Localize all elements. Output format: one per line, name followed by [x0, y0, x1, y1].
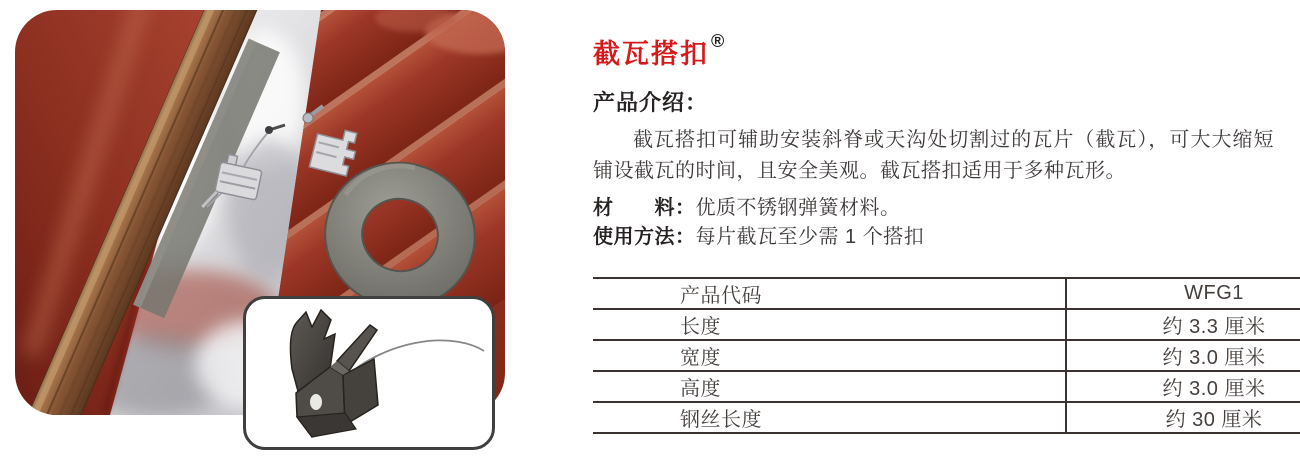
table-row	[593, 340, 1300, 371]
usage-value: 每片截瓦至少需 1 个搭扣	[695, 226, 925, 248]
spec-value-cell: 约 30 厘米	[1066, 402, 1300, 433]
spec-label-cell: 宽度	[593, 340, 1066, 371]
table-row	[593, 402, 1300, 433]
spec-value-cell: 约 3.0 厘米	[1066, 340, 1300, 371]
spec-label-cell: 高度	[593, 371, 1066, 402]
product-name: 截瓦搭扣	[593, 39, 709, 70]
spec-value-cell: WFG1	[1066, 278, 1300, 309]
spring-clip-shape	[290, 310, 378, 437]
table-row	[593, 278, 1300, 309]
spec-label-cell: 产品代码	[593, 278, 1066, 309]
table-row	[593, 371, 1300, 402]
registered-trademark: ®	[711, 31, 725, 52]
material-label: 材 料：	[593, 197, 696, 219]
product-inset-box	[243, 296, 495, 450]
material-row	[593, 191, 1274, 220]
clip-hole-shape	[310, 394, 322, 410]
table-row	[593, 309, 1300, 340]
product-description: 截瓦搭扣可辅助安装斜脊或天沟处切割过的瓦片（截瓦），可大大缩短铺设截瓦的时间，且安全美观。截瓦搭扣适用于多种瓦形。	[593, 129, 1274, 182]
spec-value-cell: 约 3.0 厘米	[1066, 371, 1300, 402]
spec-label-cell: 长度	[593, 309, 1066, 340]
usage-label: 使用方法：	[593, 226, 696, 248]
spec-value-cell: 约 3.3 厘米	[1066, 309, 1300, 340]
usage-row	[593, 220, 1274, 249]
spec-table	[593, 277, 1300, 434]
clip-product-illustration	[246, 299, 492, 447]
intro-heading: 产品介绍：	[593, 90, 709, 116]
spec-label-cell: 钢丝长度	[593, 402, 1066, 433]
material-value: 优质不锈钢弹簧材料。	[695, 197, 901, 219]
page-title	[593, 31, 725, 71]
